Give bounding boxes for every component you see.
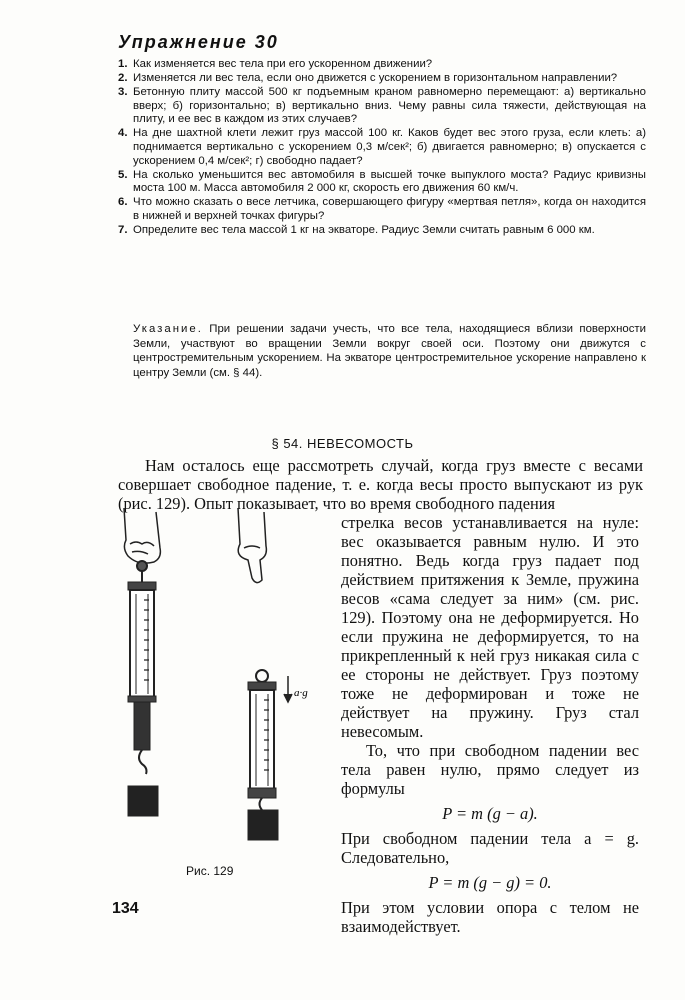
paragraph-1: стрелка весов устанавливается на нуле: вес оказывается равным нулю. И это понятно. Ведь когда груз падает под действием притяжения к Земле, пружина весов «сама следует за ним» (см. рис. 129). Поэтому она не деформируется. Но если пружина не деформируется, то на прикрепленный к ней груз никакая сила с ее стороны не действует. Груз поэтому тоже не деформирован и тоже не действует на пружину. Груз стал невесомым. xyxy=(341,513,639,741)
question-item xyxy=(118,169,646,196)
question-text: На дне шахтной клети лежит груз массой 100 кг. Каков будет вес этого груза, если клеть: а) поднимается вертикально с ускорением 0,3 м/сек²; б) двигается равномерно; в) опускается с ускорением 0,4 м/сек²; г) свободно падает? xyxy=(133,127,646,167)
figure-129 xyxy=(110,500,330,870)
question-text: На сколько уменьшится вес автомобиля в высшей точке выпуклого моста? Радиус кривизны моста 100 м. Масса автомобиля 2 000 кг, скорость его движения 60 км/ч. xyxy=(133,168,646,195)
figure-caption: Рис. 129 xyxy=(186,864,234,878)
question-number: 2. xyxy=(118,72,128,85)
question-text: Что можно сказать о весе летчика, совершающего фигуру «мертвая петля», когда он находится в нижней и верхней точках фигуры? xyxy=(133,196,646,223)
question-number: 7. xyxy=(118,224,128,237)
question-number: 4. xyxy=(118,127,128,140)
formula-2: P = m (g − g) = 0. xyxy=(428,873,552,892)
section-title: § 54. НЕВЕСОМОСТЬ xyxy=(271,436,414,451)
question-text: Как изменяется вес тела при его ускоренном движении? xyxy=(133,58,433,70)
left-hand-icon xyxy=(124,508,160,563)
hint-block xyxy=(133,322,646,380)
question-item xyxy=(118,86,646,127)
question-number: 1. xyxy=(118,58,128,70)
paragraph-3: При свободном падении тела a = g. Следовательно, xyxy=(341,829,639,867)
acceleration-arrow-icon xyxy=(284,676,292,702)
paragraph-2: То, что при свободном падении вес тела равен нулю, прямо следует из формулы xyxy=(341,741,639,798)
question-list xyxy=(118,58,646,238)
right-scale xyxy=(248,670,278,840)
question-item xyxy=(118,196,646,223)
right-column-text xyxy=(341,513,639,936)
question-item xyxy=(118,72,646,86)
acceleration-label: a·g xyxy=(294,687,308,699)
question-number: 6. xyxy=(118,196,128,209)
question-item xyxy=(118,224,646,238)
question-number: 3. xyxy=(118,86,128,99)
right-hand-icon xyxy=(238,508,266,583)
question-text: Бетонную плиту массой 500 кг подъемным краном равномерно перемещают: а) вертикально вверх; б) горизонтально; в) вертикально вниз. Чему равны сила тяжести, действующая на плиту, и ее вес в каждом из этих случаев? xyxy=(133,86,646,126)
left-scale xyxy=(128,561,158,816)
question-text: Изменяется ли вес тела, если оно движется с ускорением в горизонтальном направлении? xyxy=(133,72,618,85)
section-intro: Нам осталось еще рассмотреть случай, когда груз вместе с весами совершает свободное падение, т. е. когда весы просто выпускают из рук (рис. 129). Опыт показывает, что во время свободного падения xyxy=(118,456,643,513)
hint-text: При решении задачи учесть, что все тела, находящиеся вблизи поверхности Земли, участвуют во вращении Земли вокруг своей оси. Поэтому они движутся с центростремительным ускорением. На экваторе центростремительное ускорение направлено к центру Земли (см. § 44). xyxy=(133,323,646,379)
question-text: Определите вес тела массой 1 кг на экваторе. Радиус Земли считать равным 6 000 км. xyxy=(133,224,595,237)
question-item xyxy=(118,58,646,72)
page-number: 134 xyxy=(112,900,139,917)
hint-label: Указание. xyxy=(133,323,203,335)
formula-1: P = m (g − a). xyxy=(442,804,538,823)
exercise-title: Упражнение 30 xyxy=(118,32,279,52)
spring-scales-illustration xyxy=(110,500,330,870)
question-item xyxy=(118,127,646,168)
paragraph-4: При этом условии опора с телом не взаимодействует. xyxy=(341,898,639,936)
question-number: 5. xyxy=(118,168,128,181)
